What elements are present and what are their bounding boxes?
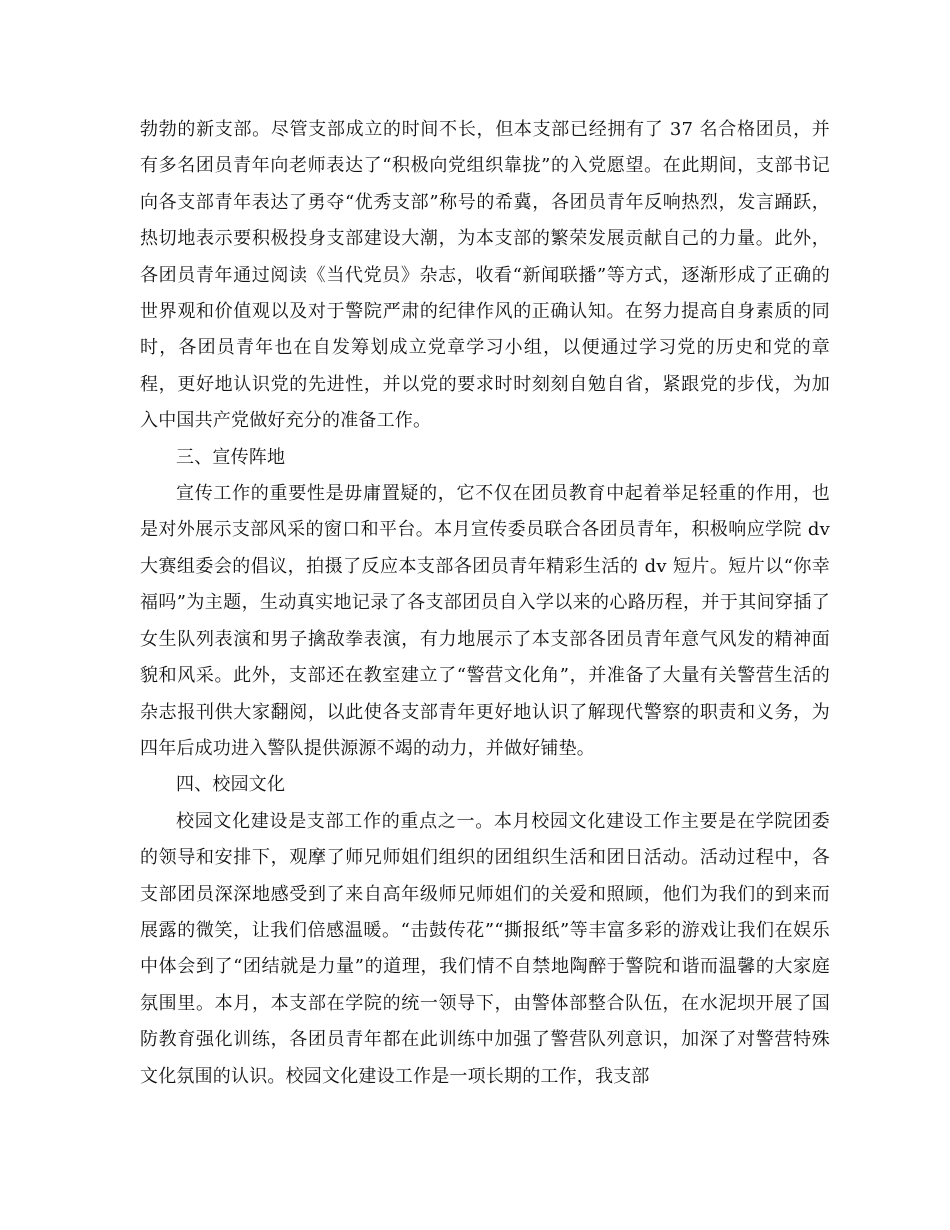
paragraph-party-building: 勃勃的新支部。尽管支部成立的时间不长，但本支部已经拥有了 37 名合格团员，并有多名团员青年向老师表达了“积极向党组织靠拢”的入党愿望。在此期间，支部书记向各支部青年表达了勇夺“优秀支部”称号的希冀，各团员青年反响热烈，发言踊跃，热切地表示要积极投身支部建设大潮，为本支部的繁荣发展贡献自己的力量。此外，各团员青年通过阅读《当代党员》杂志，收看“新闻联播”等方式，逐渐形成了正确的世界观和价值观以及对于警院严肃的纪律作风的正确认知。在努力提高自身素质的同时，各团员青年也在自发筹划成立党章学习小组，以便通过学习党的历史和党的章程，更好地认识党的先进性，并以党的要求时时刻刻自勉自省，紧跟党的步伐，为加入中国共产党做好充分的准备工作。 [140, 119, 830, 432]
section-heading-campus-culture: 四、校园文化 [176, 774, 286, 796]
document-body [140, 112, 830, 1095]
paragraph-campus-culture: 校园文化建设是支部工作的重点之一。本月校园文化建设工作主要是在学院团委的领导和安排下，观摩了师兄师姐们组织的团组织生活和团日活动。活动过程中，各支部团员深深地感受到了来自高年级师兄师姐们的关爱和照顾，他们为我们的到来而展露的微笑，让我们倍感温暖。“击鼓传花”“撕报纸”等丰富多彩的游戏让我们在娱乐中体会到了“团结就是力量”的道理，我们情不自禁地陶醉于警院和谐而温馨的大家庭氛围里。本月，本支部在学院的统一领导下，由警体部整合队伍，在水泥坝开展了国防教育强化训练，各团员青年都在此训练中加强了警营队列意识，加深了对警营特殊文化氛围的认识。校园文化建设工作是一项长期的工作，我支部 [140, 810, 830, 1087]
paragraph-publicity: 宣传工作的重要性是毋庸置疑的，它不仅在团员教育中起着举足轻重的作用，也是对外展示支部风采的窗口和平台。本月宣传委员联合各团员青年，积极响应学院 dv 大赛组委会的倡议，拍摄了反应本支部各团员青年精彩生活的 dv 短片。短片以“你幸福吗”为主题，生动真实地记录了各支部团员自入学以来的心路历程，并于其间穿插了女生队列表演和男子擒敌拳表演，有力地展示了本支部各团员青年意气风发的精神面貌和风采。此外，支部还在教室建立了“警营文化角”，并准备了大量有关警营生活的杂志报刊供大家翻阅，以此使各支部青年更好地认识了解现代警察的职责和义务，为四年后成功进入警队提供源源不竭的动力，并做好铺垫。 [140, 483, 830, 759]
section-heading-publicity: 三、宣传阵地 [176, 446, 286, 468]
